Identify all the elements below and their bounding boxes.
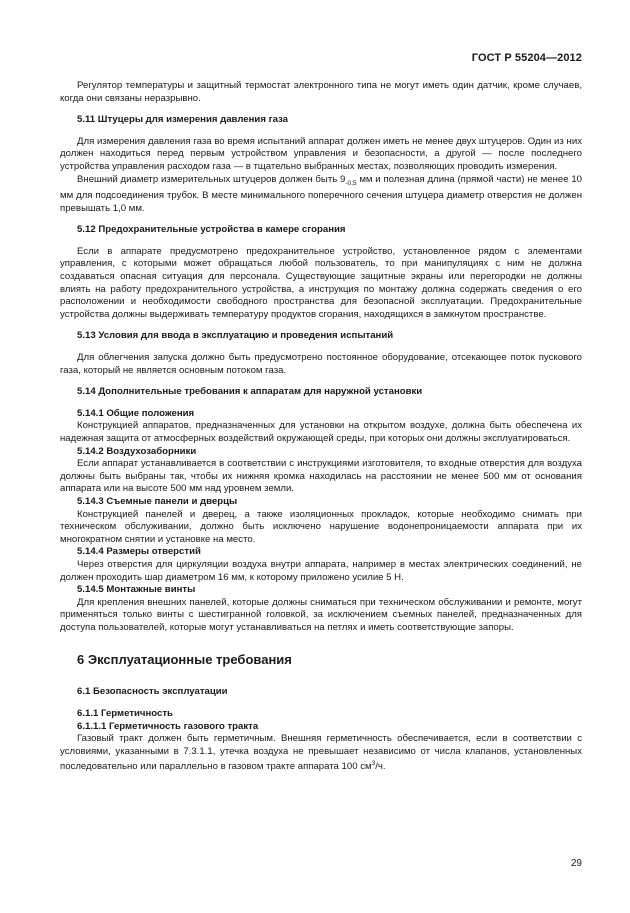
unit-superscript: 3 [371, 760, 376, 768]
section-6-p1-end: /ч. [375, 761, 386, 773]
section-6-1-title: 6.1 Безопасность эксплуатации [77, 686, 228, 698]
section-5-14-2-paragraph: Если аппарат устанавливается в соответствии с инструкциями изготовителя, то входные отверстия для воздуха должны быть выбраны так, чтобы их нижняя кромка находилась на расстоянии не менее 500 мм от основания аппарата или на высоте 500 мм над уровнем земли. [60, 458, 582, 495]
page-number: 29 [570, 858, 582, 869]
section-5-14-4-title: 5.14.4 Размеры отверстий [77, 546, 201, 558]
section-5-12-title: 5.12 Предохранительные устройства в камере сгорания [77, 224, 346, 236]
page-content [60, 80, 582, 774]
section-5-14-5-paragraph: Для крепления внешних панелей, которые должны сниматься при техническом обслуживании и ремонте, могут применяться только винты с шестигранной головкой, за исключением съемных панелей, предназначенных для доступа пользователей, которые могут устанавливаться на петлях и иметь соответствующие запоры. [60, 596, 582, 633]
section-5-11-paragraph-2 [60, 174, 582, 216]
section-5-11-p2-start: Внешний диаметр измерительных штуцеров должен быть 9 [77, 173, 346, 185]
section-5-14-3-paragraph: Конструкцией панелей и дверец, а также изоляционных прокладок, которые необходимо снимать при техническом обслуживании, должно быть исключено нарушение водонепроницаемости аппарата при их многократном снятии и установке на место. [60, 508, 582, 545]
section-5-14-3-title: 5.14.3 Съемные панели и дверцы [77, 495, 238, 507]
section-6-1-1-1-title: 6.1.1.1 Герметичность газового тракта [77, 720, 259, 732]
section-5-11-paragraph-1: Для измерения давления газа во время испытаний аппарат должен иметь не менее двух штуцеров. Один из них должен находиться перед первым устройством управления и безопасности, а другой — после последнего устройства управления расходом газа — в тщательно выбранных местах, позволяющих проводить измерения. [60, 135, 582, 172]
document-code: ГОСТ Р 55204—2012 [471, 52, 582, 64]
section-6-1-1-1-paragraph [60, 733, 582, 774]
section-6-p1-start: Газовый тракт должен быть герметичным. Внешняя герметичность обеспечивается, если в соответствии с условиями, указанными в 7.3.1.1, утечка воздуха не превышает независимо от числа клапанов, установленных последовательно или параллельно в газовом тракте аппарата 100 см [60, 733, 582, 773]
section-5-14-5-title: 5.14.5 Монтажные винты [77, 584, 196, 596]
section-5-11-p2-end: мм и полезная длина (прямой части) не менее 10 мм для подсоединения трубок. В месте минимального поперечного сечения штуцера диаметр отверстия не должен превышать 1,0 мм. [60, 173, 583, 214]
section-6-1-1-title: 6.1.1 Герметичность [77, 708, 173, 720]
section-5-14-title: 5.14 Дополнительные требования к аппаратам для наружной установки [77, 386, 423, 398]
section-5-14-4-paragraph: Через отверстия для циркуляции воздуха внутри аппарата, например в местах электрических соединений, не должен проходить шар диаметром 16 мм, к которому приложено усилие 5 Н. [60, 558, 582, 583]
section-5-14-1-title: 5.14.1 Общие положения [77, 407, 195, 419]
section-6-title: 6 Эксплуатационные требования [77, 652, 292, 668]
section-5-11-title: 5.11 Штуцеры для измерения давления газа [77, 114, 289, 126]
section-5-13-paragraph: Для облегчения запуска должно быть предусмотрено постоянное оборудование, отсекающее поток пускового газа, который не является основным потоком газа. [60, 352, 582, 376]
section-5-13-title: 5.13 Условия для ввода в эксплуатацию и проведения испытаний [77, 330, 394, 342]
intro-paragraph: Регулятор температуры и защитный термостат электронного типа не могут иметь один датчик, кроме случаев, когда они связаны неразрывно. [60, 80, 582, 104]
section-5-12-paragraph: Если в аппарате предусмотрено предохранительное устройство, установленное рядом с элементами управления, с которыми может обращаться любой пользователь, то при манипуляциях с ним не должна создаваться опасная ситуация для персонала. Существующие защитные экраны или перегородки не должны влиять на работу предохранительного устройства, а инструкция по монтажу должна содержать сведения о его расположении и необходимости свободного пространства для безопасной эксплуатации. Предохранительные устройства должны выдерживать температуру продуктов сгорания, находящихся в замкнутом пространстве. [60, 245, 582, 320]
section-5-14-1-paragraph: Конструкцией аппаратов, предназначенных для установки на открытом воздухе, должна быть обеспечена их надежная защита от атмосферных воздействий окружающей среды, при которых они должны эксплуатироваться. [60, 420, 582, 444]
section-5-14-2-title: 5.14.2 Воздухозаборники [77, 445, 197, 457]
tolerance-subscript: -0,5 [345, 179, 357, 187]
